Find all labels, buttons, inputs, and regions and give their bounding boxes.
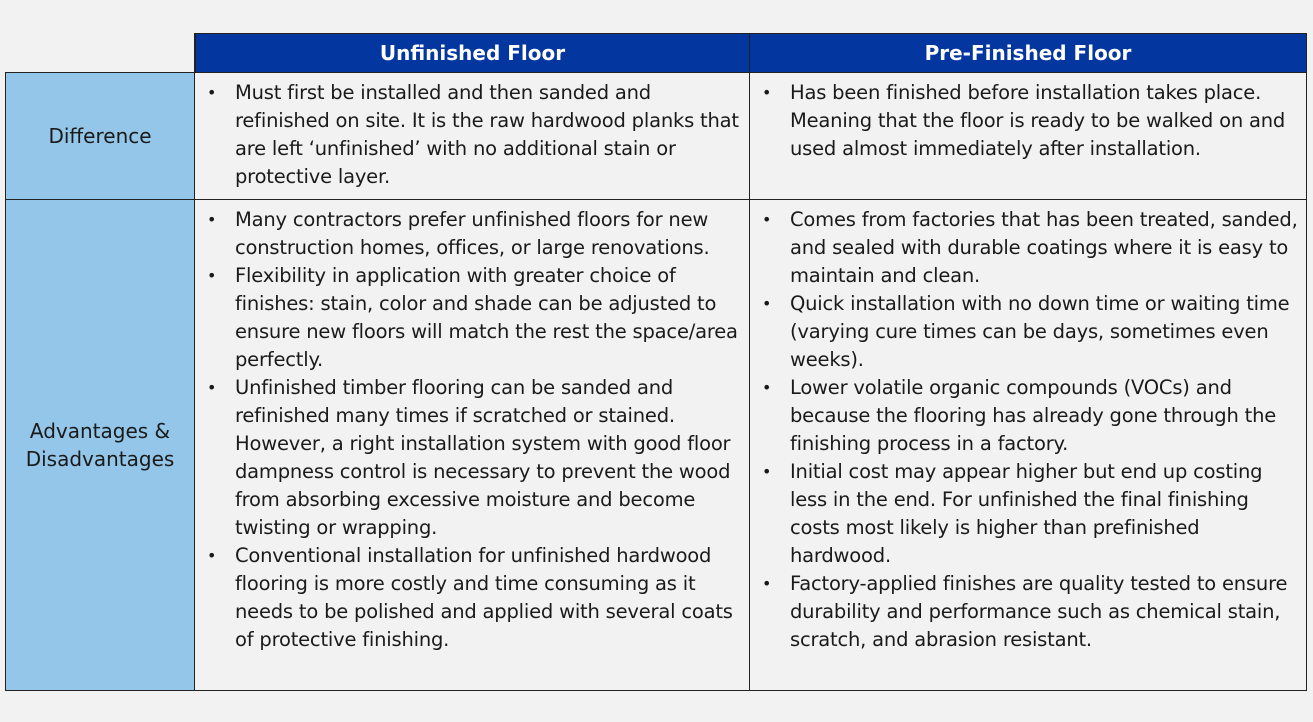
bullet-icon: •	[207, 210, 217, 229]
difference-unfinished-cell	[195, 73, 750, 200]
list-item	[758, 206, 1298, 290]
list-item-text: Conventional installation for unfinished hardwood flooring is more costly and time consuming as it needs to be polished and applied with several coats of protective finishing.	[235, 544, 733, 651]
list-item-text: Comes from factories that has been treated, sanded, and sealed with durable coatings where it is easy to maintain and clean.	[790, 208, 1298, 287]
bullet-icon: •	[762, 210, 772, 229]
row-label-difference-text: Difference	[48, 124, 152, 148]
list-item	[758, 290, 1298, 374]
list-item-text: Many contractors prefer unfinished floors for new construction homes, offices, or large renovations.	[235, 208, 710, 259]
bullet-icon: •	[762, 574, 772, 593]
list-item-text: Has been finished before installation takes place. Meaning that the floor is ready to be walked on and used almost immediately after installation.	[790, 81, 1286, 160]
advantages-unfinished-cell	[195, 200, 750, 691]
difference-prefinished-cell	[750, 73, 1307, 200]
table-corner-cell	[5, 33, 195, 73]
difference-prefinished-list	[758, 79, 1298, 163]
bullet-icon: •	[207, 266, 217, 285]
row-label-advantages	[5, 200, 195, 691]
list-item-text: Quick installation with no down time or waiting time (varying cure times can be days, sometimes even weeks).	[790, 292, 1290, 371]
row-label-advantages-text	[26, 417, 175, 473]
list-item-text: Unfinished timber flooring can be sanded and refinished many times if scratched or stained. However, a right installation system with good floor dampness control is necessary to prevent the wood from absorbing excessive moisture and become twisting or wrapping.	[235, 376, 731, 539]
row-label-advantages-line1: Advantages &	[29, 419, 171, 443]
row-label-advantages-line2: Disadvantages	[25, 447, 175, 471]
difference-unfinished-list	[203, 79, 741, 191]
bullet-icon: •	[207, 378, 217, 397]
list-item	[203, 542, 741, 654]
bullet-icon: •	[762, 462, 772, 481]
bullet-icon: •	[762, 378, 772, 397]
comparison-table	[5, 33, 1307, 691]
list-item	[758, 374, 1298, 458]
list-item	[203, 79, 741, 191]
bullet-icon: •	[207, 83, 217, 102]
list-item	[203, 374, 741, 542]
bullet-icon: •	[762, 294, 772, 313]
list-item-text: Factory-applied finishes are quality tested to ensure durability and performance such as chemical stain, scratch, and abrasion resistant.	[790, 572, 1288, 651]
list-item	[758, 458, 1298, 570]
header-unfinished-floor: Unfinished Floor	[195, 33, 750, 73]
list-item	[203, 262, 741, 374]
list-item-text: Must first be installed and then sanded and refinished on site. It is the raw hardwood planks that are left ‘unfinished’ with no additional stain or protective layer.	[235, 81, 739, 188]
advantages-prefinished-cell	[750, 200, 1307, 691]
advantages-prefinished-list	[758, 206, 1298, 654]
advantages-unfinished-list	[203, 206, 741, 654]
row-label-difference	[5, 73, 195, 200]
list-item-text: Initial cost may appear higher but end up costing less in the end. For unfinished the final finishing costs most likely is higher than prefinished hardwood.	[790, 460, 1263, 567]
header-pre-finished-floor: Pre-Finished Floor	[750, 33, 1307, 73]
list-item	[758, 570, 1298, 654]
list-item	[203, 206, 741, 262]
list-item	[758, 79, 1298, 163]
bullet-icon: •	[207, 546, 217, 565]
bullet-icon: •	[762, 83, 772, 102]
list-item-text: Lower volatile organic compounds (VOCs) and because the flooring has already gone through the finishing process in a factory.	[790, 376, 1277, 455]
list-item-text: Flexibility in application with greater choice of finishes: stain, color and shade can be adjusted to ensure new floors will match the rest the space/area perfectly.	[235, 264, 738, 371]
